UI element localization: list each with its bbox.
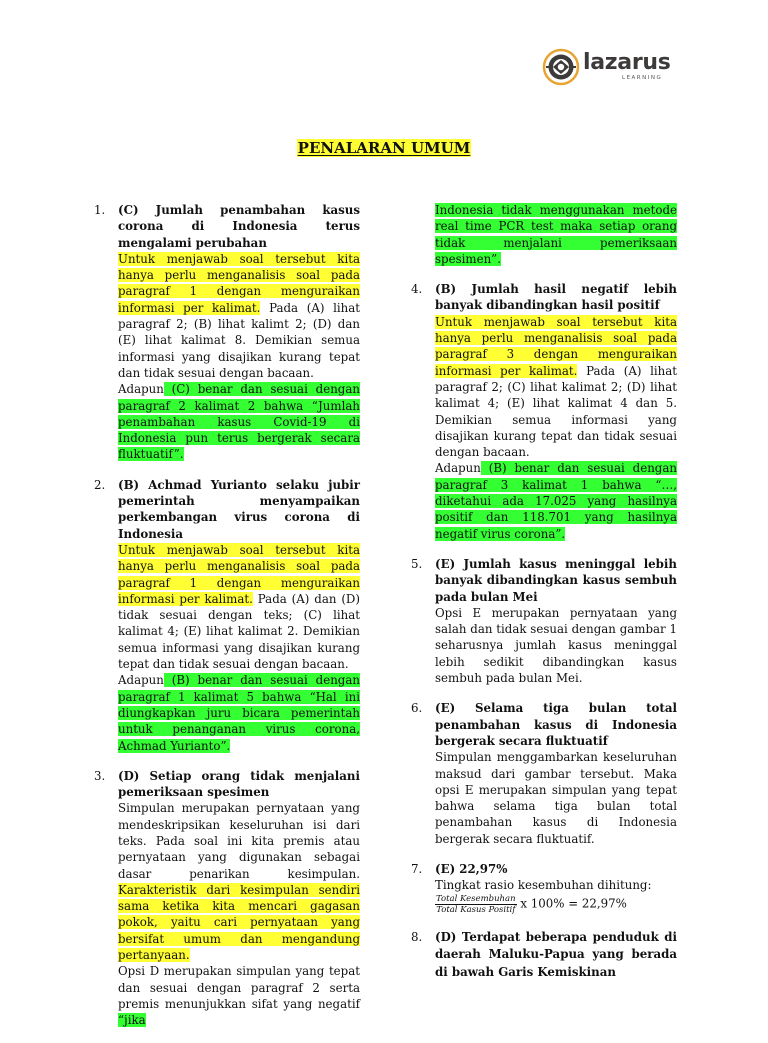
item-text: Tingkat rasio kesembuhan dihitung: <box>435 878 652 893</box>
highlight-green: Indonesia tidak menggunakan metode real time PCR test maka setiap orang tidak menjalani pemeriksaan spesimen”. <box>435 203 677 266</box>
item-text: Opsi D merupakan simpulan yang tepat dan sesuai dengan paragraf 2 serta premis menunjukkan sifat yang negatif <box>118 964 360 1011</box>
item-number: 1. <box>94 203 106 217</box>
highlight-yellow: Untuk menjawab soal tersebut kita hanya perlu menganalisis soal pada paragraf 3 dengan menguraikan informasi per kalimat. <box>435 314 677 378</box>
answer-item-1 <box>94 202 361 463</box>
answer-item-4 <box>411 281 678 542</box>
answer-item-5 <box>411 556 677 686</box>
lazarus-mark-icon <box>542 48 580 86</box>
answer-item-7 <box>411 861 677 915</box>
item-number: 3. <box>94 768 106 783</box>
highlight-yellow: Untuk menjawab soal tersebut kita hanya perlu menganalisis soal pada paragraf 1 dengan menguraikan informasi per kalimat. <box>118 251 360 315</box>
item-text: Pada (A) lihat paragraf 2; (C) lihat kalimat 2; (D) lihat kalimat 4; (E) lihat kalimat 4 dan 5. Demikian semua informasi yang disajikan kurang tepat dan tidak sesuai dengan bacaan. <box>435 363 678 460</box>
page-title <box>0 138 768 157</box>
logo-wordmark: lazarus <box>583 50 671 75</box>
item-number: 8. <box>411 929 423 944</box>
page-title-text: PENALARAN UMUM <box>297 139 471 157</box>
item-pre-green: Adapun <box>118 382 164 397</box>
highlight-green: “jika <box>118 1013 146 1028</box>
logo-subtitle: LEARNING <box>622 75 663 81</box>
highlight-yellow: Untuk menjawab soal tersebut kita hanya perlu menganalisis soal pada paragraf 1 dengan menguraikan informasi per kalimat. <box>118 542 360 606</box>
item-heading: (E) Selama tiga bulan total penambahan kasus di Indonesia bergerak secara fluktuatif <box>435 701 677 748</box>
answer-item-3-continued <box>435 202 677 267</box>
item-heading: (D) Terdapat beberapa penduduk di daerah Maluku-Papua yang berada di bawah Garis Kemiskinan <box>435 929 677 979</box>
fraction-denominator: Total Kasus Positif <box>436 904 516 915</box>
item-pre-green: Adapun <box>435 461 481 476</box>
item-heading: (E) 22,97% <box>435 861 508 876</box>
item-heading: (B) Jumlah hasil negatif lebih banyak dibandingkan hasil positif <box>435 282 677 313</box>
item-heading: (D) Setiap orang tidak menjalani pemeriksaan spesimen <box>118 768 360 800</box>
formula-result: x 100% = 22,97% <box>520 896 627 911</box>
item-number: 6. <box>411 701 423 716</box>
highlight-green: (B) benar dan sesuai dengan paragraf 1 kalimat 5 bahwa “Hal ini diungkapkan juru bicara pemerintah untuk penanganan virus corona, Achmad Yurianto”. <box>118 673 360 753</box>
fraction <box>435 894 517 915</box>
answer-item-3 <box>94 768 360 1029</box>
item-number: 4. <box>411 282 423 297</box>
fraction-numerator: Total Kesembuhan <box>436 893 516 904</box>
item-text: Pada (A) lihat paragraf 2; (B) lihat kalimt 2; (D) dan (E) lihat kalimat 8. Demikian semua informasi yang disajikan kurang tepat dan tidak sesuai dengan bacaan. <box>118 300 361 380</box>
item-text: Simpulan menggambarkan keseluruhan maksud dari gambar tersebut. Maka opsi E merupakan simpulan yang tepat bahwa selama tiga bulan total penambahan kasus di Indonesia bergerak secara fluktuatif. <box>435 750 677 846</box>
item-number: 2. <box>94 477 106 492</box>
item-pre-green: Adapun <box>118 673 164 688</box>
item-text: Simpulan merupakan pernyataan yang mendeskripsikan keseluruhan isi dari teks. Pada soal ini kita premis atau pernyataan yang digunakan sebagai dasar penarikan kesimpulan. <box>118 801 360 881</box>
left-column <box>94 202 361 1043</box>
item-text: Opsi E merupakan pernyataan yang salah dan tidak sesuai dengan gambar 1 seharusnya jumlah kasus meninggal lebih sedikit dibandingkan kasus sembuh pada bulan Mei. <box>435 605 677 686</box>
highlight-yellow: Karakteristik dari kesimpulan sendiri sama ketika kita mencari gagasan pokok, yaitu cari pernyataan yang bersifat umum dan mengandung pertanyaan. <box>118 882 360 963</box>
right-column <box>411 202 678 995</box>
highlight-green: (B) benar dan sesuai dengan paragraf 3 kalimat 1 bahwa “…, diketahui ada 17.025 yang hasilnya positif dan 118.701 yang hasilnya negatif virus corona”. <box>435 461 677 541</box>
answer-item-6 <box>411 700 677 847</box>
lazarus-logo <box>542 48 682 88</box>
item-number: 5. <box>411 556 423 571</box>
item-number: 7. <box>411 861 423 876</box>
formula <box>435 894 677 915</box>
answer-item-8 <box>411 929 677 982</box>
item-heading: (C) Jumlah penambahan kasus corona di Indonesia terus mengalami perubahan <box>118 203 360 250</box>
answer-item-2 <box>94 477 360 754</box>
item-text: Pada (A) dan (D) tidak sesuai dengan teks; (C) lihat kalimat 4; (E) lihat kalimat 2. Demikian semua informasi yang disajikan kurang tepat dan tidak sesuai dengan bacaan. <box>118 591 360 672</box>
item-heading: (B) Achmad Yurianto selaku jubir pemerintah menyampaikan perkembangan virus corona di Indonesia <box>118 477 360 541</box>
highlight-green: (C) benar dan sesuai dengan paragraf 2 kalimat 2 bahwa “Jumlah penambahan kasus Covid-19 di Indonesia pun terus bergerak secara fluktuatif”. <box>118 382 360 462</box>
item-heading: (E) Jumlah kasus meninggal lebih banyak dibandingkan kasus sembuh pada bulan Mei <box>435 556 677 604</box>
